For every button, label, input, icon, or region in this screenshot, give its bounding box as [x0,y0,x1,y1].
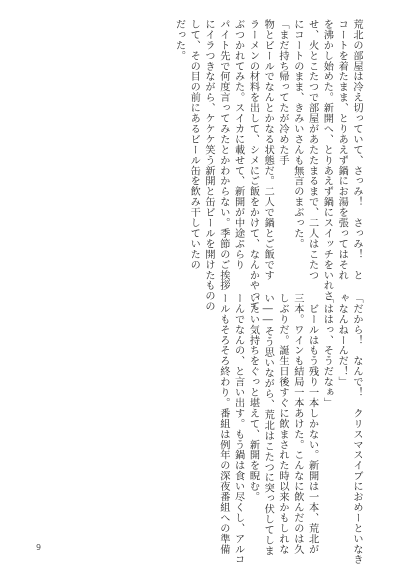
page-number: 9 [36,543,42,552]
lower-text-block [23,293,363,565]
text-line: ールもそろそろ終わり。番組は例年の深夜番組への準備 [217,293,229,555]
text-line: 「まだ持ち帰ってたが冷めた手 [277,19,289,166]
text-line: い――そう思いながら、荒北はこたつに突っ伏してしま [262,293,274,556]
text-line: だった。 [173,19,185,61]
text-line: いたい気持ちをぐっと堪えて、新開を睨む。 [247,293,259,502]
text-line: 物とビールでなんとかなる状態だ。二人で鍋とご飯です [262,19,274,281]
text-line: 「だから！ なんで！ クリスマスイブにおめーといなき [351,293,362,565]
text-line: ビールはもう残り一本しかない。新開は一本、荒北が [306,293,318,555]
text-line: 「ははっ、そうだなぁ」 [321,293,333,408]
text-line: せ、火とこたつで部屋があたたまるまで、二人はこたつ [306,19,318,281]
text-line: 荒北の部屋は冷え切っていて、さっみ！ さっみ！ と [351,19,362,281]
text-line: パイト先で何度言ってみたとかわからない。季節のご挨拶 [217,19,229,291]
text-line: にイラつきながら、ケケケ笑う新開と缶ビールを開けたものの [203,19,215,312]
text-line: コートを着たまま、とりあえず鍋にお湯を張ってはそれ [336,19,348,281]
text-line: を沸かし始めた。新開へ、とりあえず鍋にスイッチをいれさ [321,19,333,302]
text-line: ーんでなんの、と言い出す。もう鍋は食い尽くし、アルコ [232,293,244,565]
text-line: にコートのまま、きみいさんも無言のまぶった。 [291,19,303,249]
text-line: して、その目の前にあるビール缶を飲み干していたの [188,19,200,270]
text-line: ラーメンの材料を出して、シメにご飯をかけて、なんかやって [247,19,259,312]
text-line: 三本。ワインも結局一本あけた。こんなに飲んだのは久 [291,293,303,555]
text-line: ゃなんねーんだ！」 [336,293,348,388]
text-line: しぶりだ。誕生日後すぐに飲まされた時以来かもしれな [277,293,289,555]
text-line: ぶつかれてみた。スイカに載せて、新開が中途ぷらり [232,19,244,270]
upper-text-block [23,19,363,312]
